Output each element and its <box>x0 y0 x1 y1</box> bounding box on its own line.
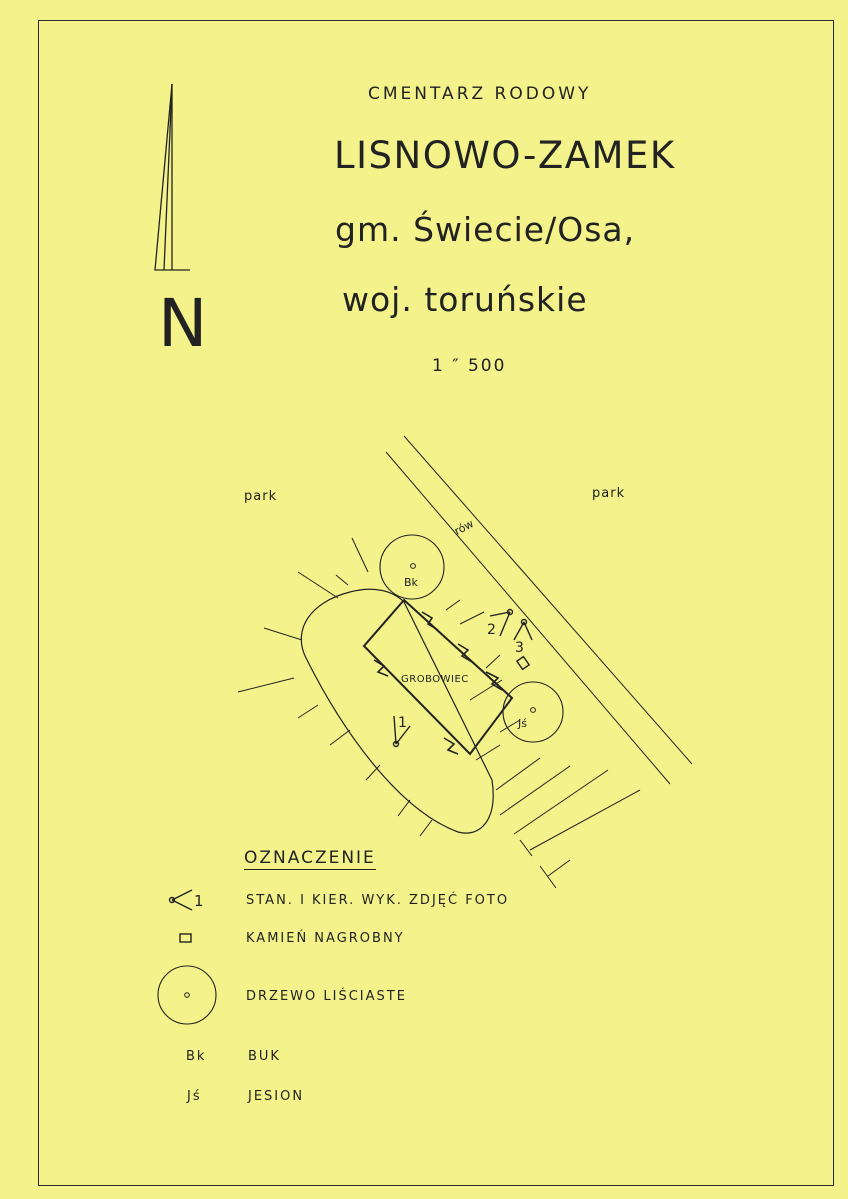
legend-ash-text: JESION <box>248 1089 305 1104</box>
legend-photo-station-icon <box>170 890 193 910</box>
photo-station-3-label: 3 <box>515 640 524 656</box>
legend-photo-station-number: 1 <box>194 892 204 910</box>
legend-gravestone-text: KAMIEŃ NAGROBNY <box>246 931 405 946</box>
location-voivodeship: woj. toruńskie <box>342 280 588 319</box>
slope-hatching <box>238 538 640 888</box>
legend-tree-trunk <box>185 993 190 998</box>
map-title: LISNOWO-ZAMEK <box>334 134 676 177</box>
map-subtitle: CMENTARZ RODOWY <box>368 84 592 104</box>
ditch-label: rów <box>452 517 476 538</box>
photo-station-1-label: 1 <box>398 715 407 731</box>
north-letter: N <box>158 285 208 362</box>
tomb-label: GROBOWIEC <box>401 674 469 685</box>
legend-deciduous-tree-icon <box>158 966 216 1024</box>
legend-photo-station-text: STAN. I KIER. WYK. ZDJĘĆ FOTO <box>246 893 510 908</box>
legend-ash-code: Jś <box>187 1089 202 1104</box>
tree-ash-code: Jś <box>518 717 527 730</box>
tree-ash-trunk <box>531 708 536 713</box>
photo-station-2-label: 2 <box>487 622 496 638</box>
park-label-right: park <box>592 486 626 501</box>
legend-gravestone-icon <box>180 934 191 942</box>
ditch-lines <box>386 436 692 784</box>
tree-beech-code: Bk <box>404 576 418 589</box>
legend-beech-text: BUK <box>248 1049 281 1064</box>
mound-outline <box>301 589 493 833</box>
map-scale: 1 ″ 500 <box>432 356 507 376</box>
gravestone-icon <box>517 657 529 670</box>
tree-beech-icon <box>380 535 444 599</box>
location-commune: gm. Świecie/Osa, <box>335 210 636 249</box>
legend-beech-code: Bk <box>186 1049 207 1064</box>
legend-title: OZNACZENIE <box>244 848 376 868</box>
tree-beech-trunk <box>411 564 416 569</box>
north-arrow-icon <box>155 84 190 270</box>
legend-deciduous-tree-text: DRZEWO LIŚCIASTE <box>246 989 407 1004</box>
photo-station-3-icon <box>514 620 532 641</box>
park-label-left: park <box>244 489 278 504</box>
